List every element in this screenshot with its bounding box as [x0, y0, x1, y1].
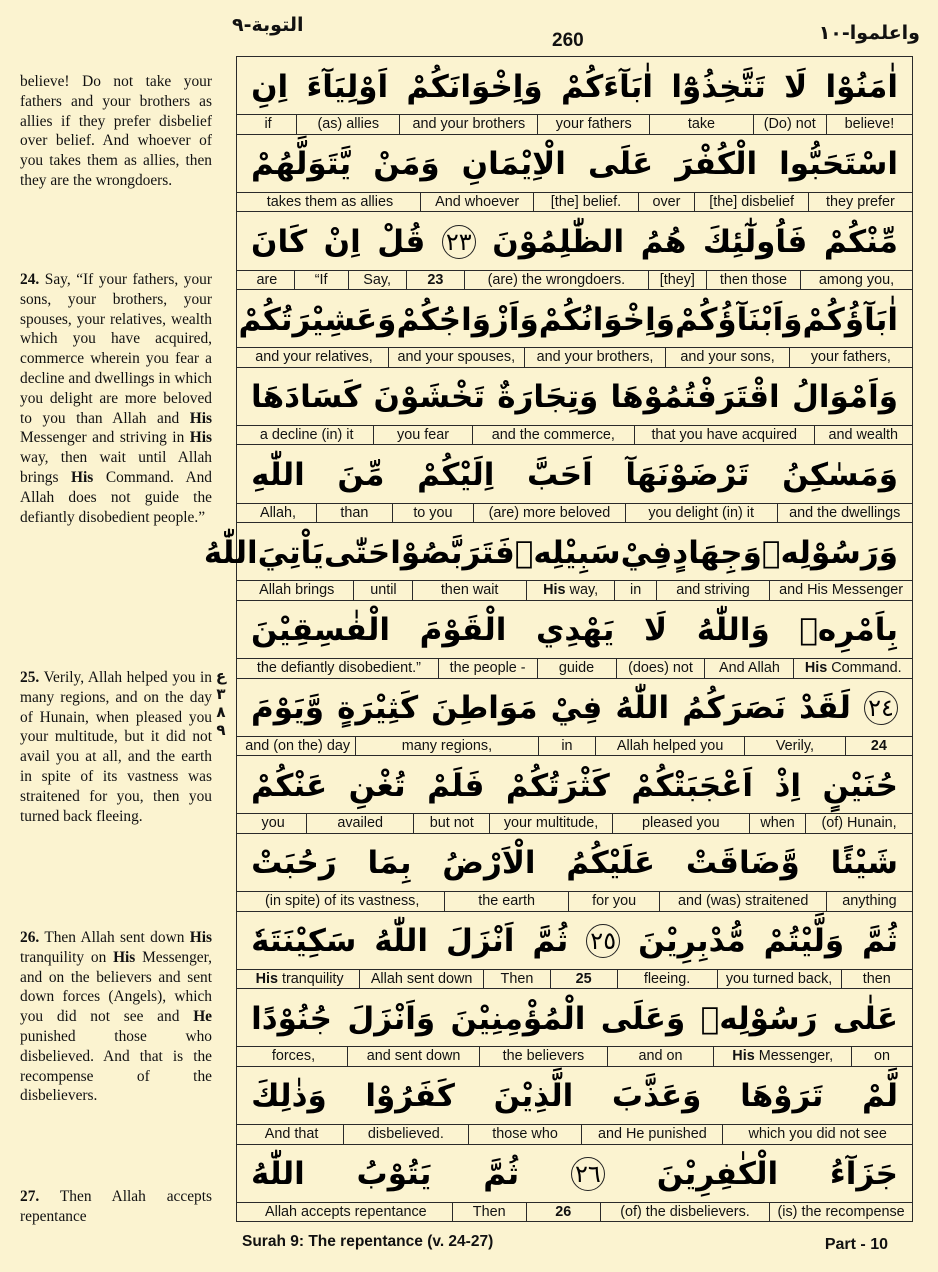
gloss-cell: (as) allies — [296, 115, 399, 134]
arabic-word: جَزَآءُ — [829, 1156, 898, 1193]
gloss-cell: and striving — [656, 581, 769, 600]
verse-row — [237, 445, 912, 523]
gloss-cell: and His Messenger — [769, 581, 912, 600]
arabic-word: اسْتَحَبُّوا — [779, 146, 898, 183]
gloss-cell: (in spite) of its vastness, — [264, 893, 420, 910]
arabic-word: كَثْرَتُكُمْ — [505, 767, 610, 804]
gloss-cell: the people - — [438, 659, 537, 678]
arabic-word: اِنِ — [251, 68, 289, 105]
arabic-word: وَّيَوْمَ — [251, 690, 325, 726]
arabic-word: اللّٰهُ — [374, 923, 429, 960]
gloss-cell: your multitude, — [489, 814, 611, 833]
gloss-cell: when — [749, 814, 805, 833]
gloss-cell: His Command. — [793, 659, 912, 678]
arabic-word: رَحُبَتْ — [251, 845, 337, 882]
arabic-word: الظّٰلِمُوْنَ — [492, 223, 625, 260]
verse-row — [237, 601, 912, 679]
gloss-cell: His way, — [526, 581, 615, 600]
gloss-cell: fleeing. — [617, 970, 717, 989]
arabic-word: وَاَمْوَالُ — [791, 379, 898, 416]
gloss-cell: And that — [264, 1126, 319, 1143]
arabic-word: وَاَنْزَلَ — [347, 1000, 436, 1037]
arabic-word: الْاَرْضُ — [442, 845, 536, 882]
verse-row — [237, 1067, 912, 1145]
gloss-cell: your fathers — [537, 115, 649, 134]
arabic-line — [237, 679, 912, 738]
arabic-word: اَوْلِيَآءَ — [306, 68, 389, 105]
arabic-line — [237, 368, 912, 427]
ruku-marker — [210, 667, 232, 739]
arabic-word: وَرَسُوْلِهٖ — [761, 534, 898, 571]
arabic-line — [237, 212, 912, 271]
gloss-cell: and your spouses, — [388, 348, 524, 367]
gloss-cell: (of) the disbelievers. — [600, 1203, 769, 1222]
gloss-cell: Then — [483, 970, 550, 989]
gloss-cell: which you did not see — [722, 1125, 912, 1144]
verse-row — [203, 523, 912, 601]
arabic-word: لَقَدْ — [799, 690, 851, 726]
english-gloss-line — [237, 891, 912, 911]
arabic-word: وَتِجَارَةٌ — [497, 379, 599, 416]
translation-paragraph — [20, 1187, 212, 1227]
ruku-glyph: ع — [215, 667, 227, 685]
gloss-cell: than — [316, 504, 392, 523]
gloss-cell: Then — [452, 1203, 526, 1222]
gloss-cell: takes them as allies — [266, 193, 394, 210]
gloss-cell: And whoever — [420, 193, 534, 212]
arabic-line — [203, 523, 912, 582]
verse-row — [237, 57, 912, 135]
arabic-word: وَاِخْوَانَكُمْ — [406, 68, 543, 105]
arabic-word: حَتّٰى — [323, 534, 391, 571]
arabic-word: الَّذِيْنَ — [493, 1078, 574, 1115]
arabic-word: فَلَمْ — [427, 767, 485, 804]
translation-text: His — [113, 948, 136, 966]
gloss-cell: over — [638, 193, 695, 212]
arabic-word: مَوَاطِنَ — [431, 690, 538, 726]
arabic-word: وَذٰلِكَ — [251, 1078, 327, 1115]
verse-row — [237, 212, 912, 290]
gloss-cell: And Allah — [704, 659, 793, 678]
gloss-cell: His Messenger, — [713, 1047, 850, 1066]
gloss-cell: if — [264, 116, 272, 133]
gloss-cell: [the] belief. — [533, 193, 637, 212]
gloss-cell: Allah accepts repentance — [265, 1203, 427, 1220]
translation-text: 25. — [20, 669, 40, 686]
translation-text: His — [189, 409, 212, 427]
gloss-cell: and sent down — [347, 1047, 479, 1066]
translation-paragraph — [20, 270, 212, 527]
ruku-glyph: ٨ — [216, 703, 226, 721]
arabic-word: مُّدْبِرِيْنَ — [638, 923, 746, 960]
arabic-word: وَعَلَى — [600, 1000, 686, 1037]
translation-text: 24. — [20, 271, 40, 288]
arabic-line — [237, 290, 912, 349]
gloss-cell: then wait — [412, 581, 525, 600]
arabic-word: وَعَشِيْرَتُكُمْ — [238, 301, 397, 338]
word-by-word-grid — [203, 56, 913, 1222]
translation-text: 27. — [20, 1188, 40, 1205]
arabic-word: بِمَا — [367, 845, 412, 882]
arabic-line — [237, 601, 912, 660]
arabic-line — [237, 834, 912, 893]
gloss-cell: availed — [306, 814, 413, 833]
translation-text: Verily, Allah helped you in many regions, and on the day of Hunain, when pleased you your multitude, but it did not avail you at all, and the earth in spite of its vastness was straitened for you, then you turned back fleeing. — [20, 669, 212, 825]
english-gloss-line — [237, 1202, 912, 1222]
arabic-word: الْكُفْرَ — [675, 146, 758, 183]
gloss-cell: until — [353, 581, 412, 600]
gloss-cell: on — [851, 1047, 912, 1066]
page-number: 260 — [552, 30, 584, 51]
gloss-cell: Say, — [348, 271, 406, 290]
translation-text: He — [193, 1008, 212, 1026]
verse-marker-icon: ٢٣ — [442, 225, 476, 259]
english-gloss-line — [237, 192, 912, 212]
gloss-cell: and your relatives, — [255, 349, 373, 366]
arabic-word: جُنُوْدًا — [251, 1000, 333, 1037]
gloss-cell: and your brothers — [399, 115, 537, 134]
gloss-cell: and He punished — [581, 1125, 722, 1144]
arabic-word: وَلَّيْتُمْ — [763, 923, 845, 960]
english-gloss-line — [237, 1046, 912, 1066]
translation-text: Say, “If your fathers, your sons, your brothers, your spouses, your relatives, wealth which you have acquired, commerce wherein you fear a decline and dwellings in which you delight are more beloved to you than Allah and — [20, 271, 212, 427]
arabic-word: فَاُولٰٓئِكَ — [702, 223, 808, 260]
footer-title: Surah 9: The repentance (v. 24-27) — [242, 1233, 494, 1250]
arabic-word: يَاْتِيَ — [257, 534, 324, 571]
verse-number-cell: 26 — [526, 1203, 600, 1222]
verse-number-cell: 25 — [550, 970, 617, 989]
arabic-word: فِيْ — [550, 690, 603, 726]
english-gloss-line — [237, 658, 912, 678]
gloss-cell: (are) more beloved — [473, 504, 625, 523]
arabic-word: كَفَرُوْا — [365, 1078, 455, 1115]
arabic-word: وَّضَاقَتْ — [685, 845, 800, 882]
gloss-cell: [they] — [648, 271, 706, 290]
gloss-cell: forces, — [271, 1048, 316, 1065]
gloss-cell: that you have acquired — [634, 426, 814, 445]
gloss-cell: guide — [537, 659, 616, 678]
english-gloss-line — [237, 580, 912, 600]
gloss-cell: His tranquility — [255, 970, 344, 987]
arabic-word: عَنْكُمْ — [251, 767, 328, 804]
arabic-word: وَمَسٰكِنُ — [782, 456, 898, 493]
arabic-line — [237, 1067, 912, 1126]
arabic-word: بِاَمْرِهٖ — [799, 612, 898, 649]
translation-text: Command. And Allah does not guide the defiantly disobedient people.” — [20, 468, 213, 526]
gloss-cell: [the] disbelief — [694, 193, 808, 212]
arabic-word: وَجِهَادٍ — [672, 534, 762, 571]
arabic-line — [237, 912, 912, 971]
juz-tag: واعلموا-١٠ — [818, 22, 920, 44]
arabic-word: وَاِخْوَانُكُمْ — [538, 301, 676, 338]
gloss-cell: take — [649, 115, 752, 134]
verse-row — [237, 368, 912, 446]
arabic-word: الْفٰسِقِيْنَ — [251, 612, 391, 649]
english-gloss-line — [237, 114, 912, 134]
english-gloss-line — [237, 736, 912, 756]
arabic-line — [237, 756, 912, 815]
gloss-cell: (is) the recompense — [769, 1203, 912, 1222]
arabic-word: شَيْئًا — [830, 845, 898, 882]
verse-marker-icon: ٢٥ — [586, 924, 620, 958]
arabic-word: وَعَذَّبَ — [611, 1078, 702, 1115]
arabic-word: عَلَيْكُمُ — [566, 845, 656, 882]
arabic-word: يَّتَوَلَّهُمْ — [251, 146, 352, 183]
gloss-cell: those who — [468, 1125, 582, 1144]
translation-text: His — [189, 929, 212, 946]
arabic-word: اِلَيْكُمْ — [417, 456, 495, 493]
arabic-word: نَصَرَكُمُ — [682, 690, 786, 726]
english-gloss-line — [237, 503, 912, 523]
english-gloss-line — [237, 813, 912, 833]
arabic-word: تَخْشَوْنَ — [373, 379, 485, 416]
gloss-cell: Allah helped you — [595, 737, 744, 756]
arabic-word: قُلْ — [377, 223, 426, 260]
gloss-cell: “If — [294, 271, 348, 290]
verse-row — [237, 834, 912, 912]
gloss-cell: but not — [413, 814, 489, 833]
verse-row — [237, 989, 912, 1067]
gloss-cell: for you — [568, 892, 659, 911]
gloss-cell: you — [261, 815, 285, 832]
gloss-cell: you fear — [373, 426, 471, 445]
arabic-word: وَاَزْوَاجُكُمْ — [396, 301, 539, 338]
gloss-cell: among you, — [800, 271, 912, 290]
translation-text: believe! Do not take your fathers and your brothers as allies if they prefer disbelief over belief. And whoever of you takes them as allies, then they are the wrongdoers. — [20, 73, 212, 189]
arabic-word: مِّنَ — [337, 456, 385, 493]
arabic-word: لَّمْ — [862, 1078, 898, 1115]
gloss-cell: and the commerce, — [472, 426, 634, 445]
arabic-word: عَلٰى — [832, 1000, 898, 1037]
surah-tag: التوبة-٩ — [232, 14, 304, 36]
gloss-cell: Allah brings — [259, 582, 335, 599]
english-gloss-line — [237, 270, 912, 290]
arabic-word: اللّٰهُ — [251, 1156, 305, 1193]
translation-paragraph — [20, 668, 212, 826]
arabic-word: تُغْنِ — [348, 767, 406, 804]
verse-row — [237, 679, 912, 757]
arabic-word: سَبِيْلِهٖ — [514, 534, 621, 571]
arabic-word: تَرْضَوْنَهَآ — [625, 456, 750, 493]
arabic-word: اقْتَرَفْتُمُوْهَا — [610, 379, 780, 416]
arabic-word: اٰبَآؤُكُمْ — [802, 301, 898, 338]
gloss-cell: then those — [706, 271, 800, 290]
gloss-cell: then — [841, 970, 912, 989]
arabic-word: وَاللّٰهُ — [696, 612, 770, 649]
gloss-cell: the defiantly disobedient.” — [256, 660, 421, 676]
arabic-word: اٰمَنُوْا — [825, 68, 898, 105]
verse-row — [237, 1145, 912, 1223]
arabic-line — [237, 135, 912, 194]
arabic-word: مِّنْكُمْ — [823, 223, 898, 260]
arabic-word: الْمُؤْمِنِيْنَ — [450, 1000, 586, 1037]
gloss-cell: the believers — [479, 1047, 606, 1066]
verse-row — [237, 290, 912, 368]
arabic-word: الْقَوْمَ — [419, 612, 507, 649]
arabic-word: عَلَى — [587, 146, 654, 183]
gloss-cell: and your sons, — [665, 348, 788, 367]
arabic-word: اَعْجَبَتْكُمْ — [631, 767, 754, 804]
gloss-cell: believe! — [826, 115, 912, 134]
arabic-word: لَا — [784, 68, 808, 105]
gloss-cell: and (on the) day — [245, 737, 351, 754]
arabic-word: اِذْ — [774, 767, 801, 804]
arabic-word: اللّٰهُ — [615, 690, 670, 726]
verse-marker-icon: ٢٤ — [864, 691, 898, 725]
arabic-word: هُمُ — [640, 223, 687, 260]
gloss-cell: are — [256, 271, 278, 288]
gloss-cell: Verily, — [744, 737, 845, 756]
gloss-cell: your fathers, — [789, 348, 912, 367]
gloss-cell: and (was) straitened — [659, 892, 826, 911]
arabic-word: كَسَادَهَا — [251, 379, 362, 416]
translation-text: Messenger, and on the believers and sent down forces (Angels), which you did not see and — [20, 948, 212, 1026]
translation-text: 26. — [20, 929, 40, 946]
arabic-word: اَنْزَلَ — [445, 923, 515, 960]
arabic-word: كَانَ — [251, 223, 308, 260]
gloss-cell: and your brothers, — [524, 348, 666, 367]
translation-text: His — [71, 468, 94, 486]
arabic-word: فَتَرَبَّصُوْا — [390, 534, 515, 571]
translation-text: tranquility on — [20, 948, 114, 966]
arabic-word: يَتُوْبُ — [356, 1156, 432, 1193]
arabic-word: ثُمَّ — [532, 923, 569, 960]
arabic-word: اَحَبَّ — [526, 456, 593, 493]
gloss-cell: a decline (in) it — [259, 426, 354, 443]
gloss-cell: Allah, — [259, 504, 296, 521]
verse-marker-icon: ٢٦ — [571, 1157, 605, 1191]
arabic-word: لَا — [644, 612, 668, 649]
arabic-word: حُنَيْنٍ — [822, 767, 898, 804]
gloss-cell: pleased you — [612, 814, 749, 833]
verse-number-cell: 24 — [845, 737, 912, 756]
arabic-word: الْكٰفِرِيْنَ — [656, 1156, 779, 1193]
translation-paragraph — [20, 72, 212, 191]
arabic-line — [237, 445, 912, 504]
arabic-word: ثُمَّ — [483, 1156, 520, 1193]
verse-row — [237, 135, 912, 213]
verse-number-cell: 23 — [406, 271, 464, 290]
verse-row — [237, 912, 912, 990]
arabic-word: اللّٰهِ — [251, 456, 305, 493]
gloss-cell: you delight (in) it — [625, 504, 777, 523]
gloss-cell: disbelieved. — [343, 1125, 468, 1144]
arabic-word: ثُمَّ — [862, 923, 898, 960]
gloss-cell: you turned back, — [717, 970, 841, 989]
gloss-cell: (does) not — [616, 659, 705, 678]
ruku-glyph: ٩ — [216, 721, 226, 739]
english-gloss-line — [237, 969, 912, 989]
arabic-line — [237, 57, 912, 116]
verse-row — [237, 756, 912, 834]
translation-text: Then Allah sent down — [39, 929, 190, 946]
arabic-word: وَاَبْنَآؤُكُمْ — [675, 301, 803, 338]
gloss-cell: (are) the wrongdoers. — [464, 271, 648, 290]
translation-text: His — [189, 429, 212, 447]
english-gloss-line — [237, 425, 912, 445]
gloss-cell: (of) Hunain, — [805, 814, 912, 833]
gloss-cell: and on — [607, 1047, 714, 1066]
arabic-word: كَثِيْرَةٍ — [337, 690, 419, 726]
gloss-cell: they prefer — [808, 193, 912, 212]
gloss-cell: the earth — [444, 892, 568, 911]
page-header — [0, 0, 938, 56]
gloss-cell: and wealth — [814, 426, 912, 445]
gloss-cell: and the dwellings — [777, 504, 912, 523]
arabic-word: اللّٰهُ — [203, 534, 258, 571]
arabic-line — [237, 989, 912, 1048]
gloss-cell: (Do) not — [753, 115, 826, 134]
arabic-word: تَرَوْهَا — [740, 1078, 824, 1115]
arabic-word: اٰبَآءَكُمْ — [560, 68, 654, 105]
translation-text: punished those who disbelieved. And that is the recompense of the disbelievers. — [20, 1027, 212, 1105]
arabic-word: الْاِيْمَانِ — [461, 146, 566, 183]
ruku-glyph: ٣ — [216, 685, 226, 703]
english-gloss-line — [237, 347, 912, 367]
translation-text: Messenger and striving in — [20, 429, 190, 447]
arabic-word: رَسُوْلِهٖ — [700, 1000, 818, 1037]
arabic-line — [237, 1145, 912, 1204]
gloss-cell: in — [538, 737, 596, 756]
arabic-word: يَهْدِي — [535, 612, 615, 649]
translation-text: Then Allah accepts repentance — [20, 1188, 212, 1225]
gloss-cell: in — [614, 581, 655, 600]
gloss-cell: many regions, — [355, 737, 537, 756]
translation-text: way, then wait until Allah brings — [20, 449, 212, 486]
gloss-cell: to you — [392, 504, 473, 523]
arabic-word: فِيْ — [620, 534, 673, 571]
english-gloss-line — [237, 1124, 912, 1144]
gloss-cell: Allah sent down — [359, 970, 483, 989]
arabic-word: اِنْ — [323, 223, 361, 260]
translation-paragraph — [20, 928, 212, 1106]
arabic-word: تَتَّخِذُوْٓا — [671, 68, 766, 105]
gloss-cell: anything — [826, 892, 912, 911]
footer-part: Part - 10 — [824, 1236, 888, 1253]
arabic-word: وَمَنْ — [373, 146, 440, 183]
arabic-word: سَكِيْنَتَهٗ — [251, 923, 357, 960]
